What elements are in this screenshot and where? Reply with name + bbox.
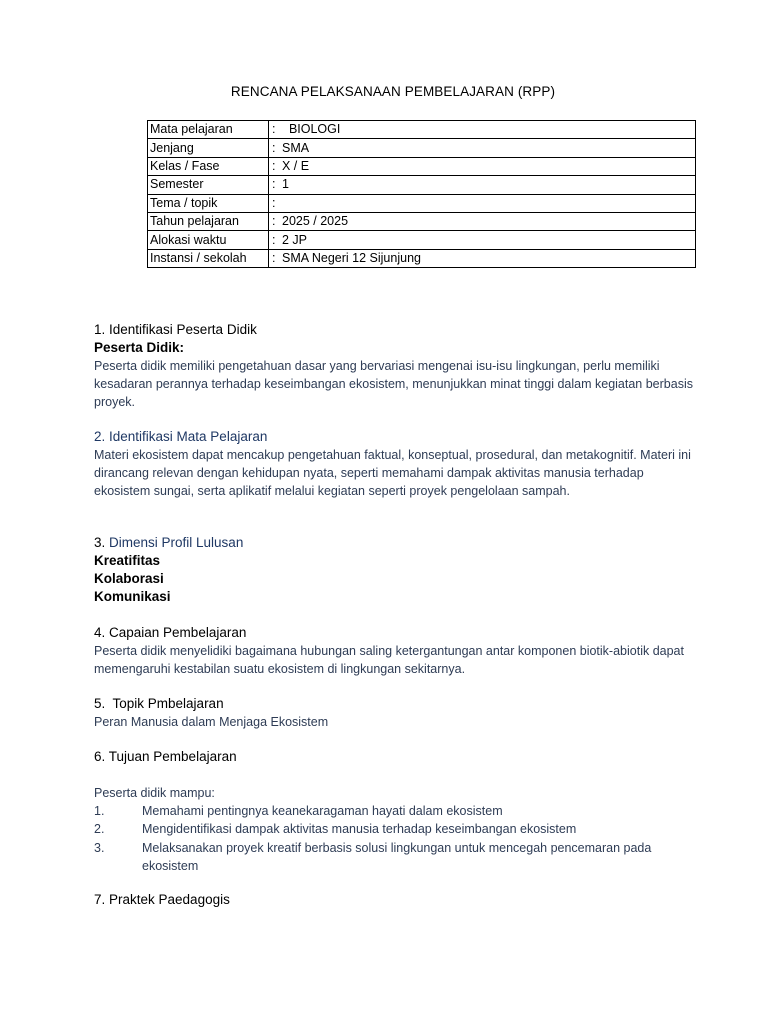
row-value: SMA Negeri 12 Sijunjung (280, 249, 696, 267)
section-dimensi-profil-lulusan (94, 534, 694, 606)
section-intro: Peserta didik mampu: (94, 786, 215, 800)
section-subheading: Peserta Didik: (94, 340, 185, 355)
objective-list (94, 802, 694, 875)
row-sep: : (269, 194, 281, 212)
section-identifikasi-peserta-didik (94, 321, 694, 412)
section-heading: 6. Tujuan Pembelajaran (94, 749, 237, 764)
list-item (94, 802, 694, 820)
table-row (148, 121, 696, 139)
list-number: 1. (94, 804, 105, 819)
row-sep: : (269, 139, 281, 157)
section-heading-text: Dimensi Profil Lulusan (109, 535, 244, 550)
list-item (94, 839, 694, 875)
row-value: X / E (280, 157, 696, 175)
list-text: Memahami pentingnya keanekaragaman hayati dalam ekosistem (142, 804, 503, 819)
section-identifikasi-mata-pelajaran (94, 428, 694, 501)
row-sep: : (269, 157, 281, 175)
document-title: RENCANA PELAKSANAAN PEMBELAJARAN (RPP) (230, 84, 556, 99)
section-heading: 1. Identifikasi Peserta Didik (94, 322, 257, 337)
section-capaian-pembelajaran (94, 624, 694, 678)
row-key: Tema / topik (148, 194, 269, 212)
row-value: 2025 / 2025 (280, 212, 696, 230)
section-heading: 4. Capaian Pembelajaran (94, 625, 247, 640)
row-key: Mata pelajaran (148, 121, 269, 139)
list-text: Mengidentifikasi dampak aktivitas manusia terhadap keseimbangan ekosistem (142, 822, 577, 837)
row-value: 1 (280, 176, 696, 194)
section-praktek-paedagogis (94, 891, 694, 909)
section-topik-pembelajaran (94, 695, 694, 731)
row-key: Semester (148, 176, 269, 194)
row-key: Kelas / Fase (148, 157, 269, 175)
profile-item: Komunikasi (94, 589, 171, 604)
row-sep: : (269, 231, 281, 249)
section-heading: 2. Identifikasi Mata Pelajaran (94, 429, 268, 444)
list-item (94, 820, 694, 838)
row-sep: : (269, 176, 281, 194)
row-sep: : (269, 249, 281, 267)
row-key: Jenjang (148, 139, 269, 157)
profile-item: Kolaborasi (94, 571, 164, 586)
table-row (148, 139, 696, 157)
row-sep: : (269, 212, 281, 230)
profile-item: Kreatifitas (94, 553, 161, 568)
row-value: BIOLOGI (280, 121, 696, 139)
section-text: Peran Manusia dalam Menjaga Ekosistem (94, 715, 329, 729)
table-row (148, 231, 696, 249)
row-value: 2 JP (280, 231, 696, 249)
list-text: Melaksanakan proyek kreatif berbasis solusi lingkungan untuk mencegah pencemaran pada ekosistem (142, 840, 652, 873)
section-tujuan-pembelajaran (94, 748, 694, 875)
section-text: Peserta didik menyelidiki bagaimana hubungan saling ketergantungan antar komponen biotik-abiotik dapat memengaruhi kestabilan suatu ekosistem di lingkungan sekitarnya. (94, 644, 684, 677)
list-number: 3. (94, 840, 105, 855)
list-number: 2. (94, 822, 105, 837)
row-value: SMA (280, 139, 696, 157)
table-row (148, 212, 696, 230)
section-heading (94, 534, 694, 552)
table-row (148, 194, 696, 212)
table-row (148, 176, 696, 194)
row-sep: : (269, 121, 281, 139)
table-row (148, 157, 696, 175)
section-heading: 5. Topik Pmbelajaran (94, 696, 224, 711)
row-key: Tahun pelajaran (148, 212, 269, 230)
row-value (280, 194, 696, 212)
section-heading: 7. Praktek Paedagogis (94, 892, 230, 907)
row-key: Instansi / sekolah (148, 249, 269, 267)
section-text: Peserta didik memiliki pengetahuan dasar yang bervariasi mengenai isu-isu lingkungan, perlu memiliki kesadaran perannya terhadap keseimbangan ekosistem, menunjukkan minat tinggi dalam kegiatan berbasis proyek. (94, 359, 693, 410)
section-text: Materi ekosistem dapat mencakup pengetahuan faktual, konseptual, prosedural, dan metakognitif. Materi ini dirancang relevan dengan kehidupan nyata, seperti memahami dampak aktivitas manusia terhadap ekosistem sungai, serta aplikatif melalui kegiatan seperti proyek pengelolaan sampah. (94, 448, 691, 499)
row-key: Alokasi waktu (148, 231, 269, 249)
section-number: 3. (94, 535, 110, 550)
table-row (148, 249, 696, 267)
info-table (147, 120, 696, 268)
